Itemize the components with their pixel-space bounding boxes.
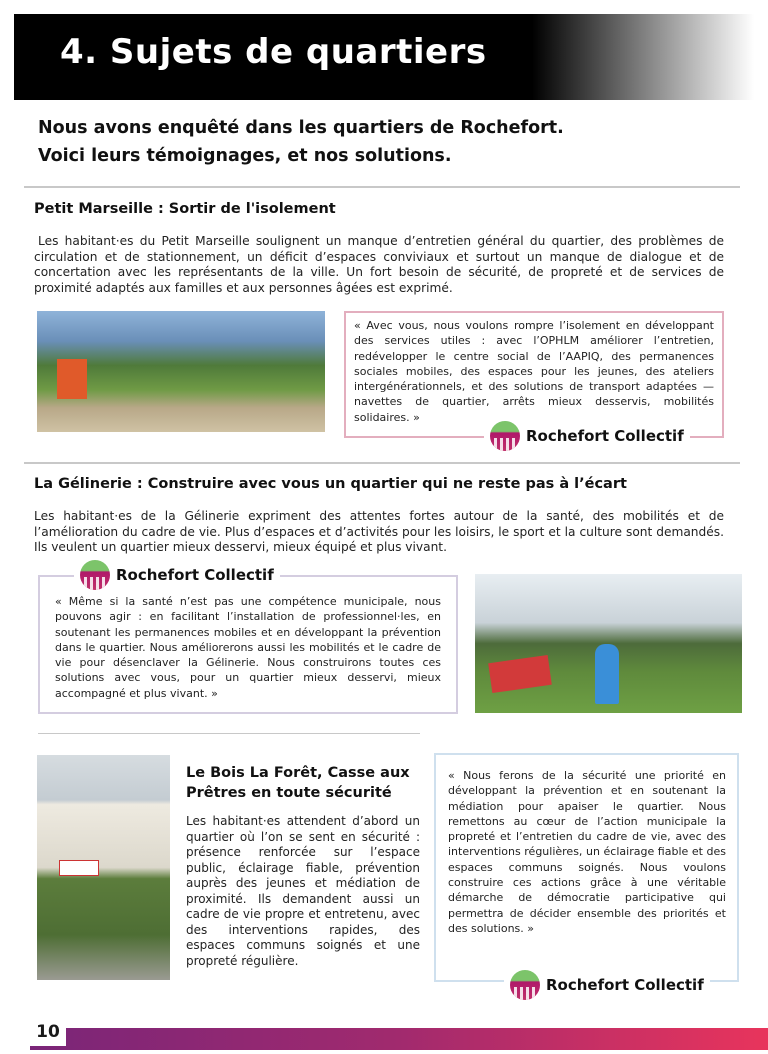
van xyxy=(59,860,99,876)
logo-text: Rochefort Collectif xyxy=(526,427,684,445)
target-mat xyxy=(488,655,552,693)
quote-petit-marseille: « Avec vous, nous voulons rompre l’isolement en développant des services utiles : avec l’OPHLM améliorer l’entretien, redévelopper le centre social de l’AAPIQ, des permanences sociales mobiles, des espaces pour les jeunes, des ateliers intergénérationnels, et des solutions de transport adaptées — navettes de quartier, arrêts mieux desservis, mobilités solidaires. » xyxy=(354,319,714,424)
divider xyxy=(24,462,740,464)
photo-playground xyxy=(37,311,325,432)
logo-icon xyxy=(510,970,540,1000)
intro-line-2: Voici leurs témoignages, et nos solutions. xyxy=(38,146,452,166)
section-title-bois-la-foret: Le Bois La Forêt, Casse aux Prêtres en toute sécurité xyxy=(186,765,410,801)
quote-gelinerie: « Même si la santé n’est pas une compétence municipale, nous pouvons agir : en facilitant l’installation de professionnel·les, en soutenant les permanences mobiles et en développant la prévention dans le quartier. Nous améliorerons aussi les mobilités et le cadre de vie pour désenclaver la Gélinerie. Nous construirons toutes ces solutions avec vous, pour un quartier mieux desservi, mieux accompagné et plus vivant. » xyxy=(55,595,441,700)
page-header xyxy=(14,14,754,100)
logo-icon xyxy=(490,421,520,451)
rochefort-collectif-logo xyxy=(74,560,280,590)
child-figure xyxy=(595,644,619,704)
logo-icon xyxy=(80,560,110,590)
divider xyxy=(24,186,740,188)
section-title-petit-marseille: Petit Marseille : Sortir de l'isolement xyxy=(34,201,336,217)
intro-line-1: Nous avons enquêté dans les quartiers de Rochefort. xyxy=(38,118,564,138)
photo-bois-la-foret-building xyxy=(37,755,170,980)
photo-gelinerie-activity xyxy=(475,574,742,713)
logo-text: Rochefort Collectif xyxy=(116,566,274,584)
logo-text: Rochefort Collectif xyxy=(546,976,704,994)
rochefort-collectif-logo xyxy=(504,970,710,1000)
section-text-gelinerie: Les habitant·es de la Gélinerie expriment des attentes fortes autour de la santé, des mobilités et de l’amélioration du cadre de vie. Plus d’espaces et d’activités pour les loisirs, le sport et la culture sont demandés. Ils veulent un quartier mieux desservi, mieux équipé et plus vivant. xyxy=(34,509,724,554)
page-title: 4. Sujets de quartiers xyxy=(60,32,487,72)
section-title-gelinerie: La Gélinerie : Construire avec vous un quartier qui ne reste pas à l’écart xyxy=(34,476,627,492)
footer-bar xyxy=(30,1028,768,1050)
section-text-petit-marseille: Les habitant·es du Petit Marseille soulignent un manque d’entretien général du quartier, des problèmes de circulation et de stationnement, un déficit d’espaces conviviaux et surtout un manque de dialogue et de concertation avec les représentants de la ville. Un fort besoin de sécurité, de propreté et de services de proximité adaptés aux familles et aux personnes âgées est exprimé. xyxy=(34,234,724,295)
section-text-bois-la-foret: Les habitant·es attendent d’abord un quartier où l’on se sent en sécurité : présence renforcée sur l’espace public, éclairage fiable, prévention auprès des jeunes et médiation de proximité. Ils demandent aussi un cadre de vie propre et entretenu, avec des interventions rapides, des espaces communs soignés et une propreté régulière. xyxy=(186,814,420,968)
playground-structure xyxy=(57,359,87,399)
page-number: 10 xyxy=(30,1018,66,1046)
rochefort-collectif-logo xyxy=(484,421,690,451)
divider xyxy=(38,733,420,734)
quote-bois-la-foret: « Nous ferons de la sécurité une priorité en développant la prévention et en soutenant la médiation pour apaiser le quartier. Nous remettons au cœur de l’action municipale la propreté et l’entretien du cadre de vie, avec des interventions régulières, un éclairage fiable et des espaces communs soignés. Nous voulons construire ces actions grâce à une véritable démarche de démocratie participative qui permettra de décider ensemble des priorités et des solutions. » xyxy=(448,769,726,935)
